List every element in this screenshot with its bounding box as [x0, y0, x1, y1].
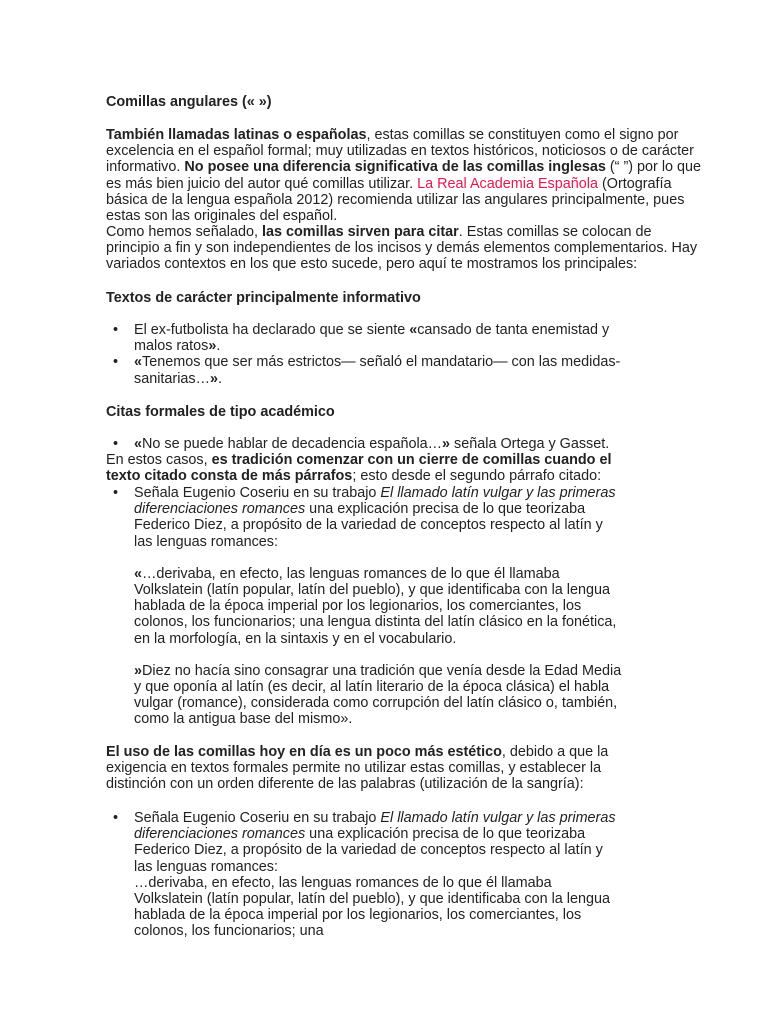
- open-quote: «: [134, 565, 143, 582]
- spacer: [134, 647, 624, 663]
- item-text: Señala Eugenio Coseriu en su trabajo: [134, 485, 381, 501]
- item-text: .: [216, 338, 221, 355]
- heading-academico: Citas formales de tipo académico: [106, 404, 335, 420]
- heading-comillas-angulares: Comillas angulares (« »): [106, 94, 272, 110]
- intro-text-3: (Ortografía básica de la lengua española 2012) recomienda utilizar las angulares principalmente, pues estas son las originales del español.: [106, 175, 685, 225]
- close-quote: »: [209, 370, 218, 387]
- quote-text: Diez no hacía sino consagrar una tradición que venía desde la Edad Media y que oponía al latín (es decir, al latín literario de la época clásica) el habla vulgar (romance), considerada como corrupción del latín clásico o, también, como la antigua base del mismo».: [134, 662, 622, 728]
- close-quote: »: [134, 662, 143, 679]
- close-quote: »: [208, 338, 217, 355]
- academico-note: [106, 452, 646, 484]
- heading-informativo: Textos de carácter principalmente informativo: [106, 290, 421, 306]
- intro2-text-1: Como hemos señalado,: [106, 224, 262, 240]
- quote-paragraph-1: [134, 566, 624, 647]
- academico-list: [106, 436, 706, 452]
- book-title: El llamado latín vulgar y las primeras diferenciaciones romances: [134, 810, 616, 843]
- coseriu-quote-2: …derivaba, en efecto, las lenguas romances de lo que él llamaba Volkslatein (latín popular, latín del pueblo), y que identificaba con la lengua hablada de la época imperial por los legionarios, los comerciantes, los colonos, los funcionarios; una: [134, 874, 611, 940]
- intro2-text-2: . Estas comillas se colocan de principio a fin y son independientes de los incisos y demás elementos complementarios. Hay variados contextos en los que esto sucede, pero aquí te mostramos los principales:: [106, 224, 698, 273]
- list-item: [106, 810, 624, 940]
- intro-paragraph: [106, 127, 706, 224]
- close-quote: »: [442, 436, 451, 452]
- item-text: cansado de tanta enemistad y malos ratos: [134, 322, 610, 355]
- list-item: [106, 354, 624, 386]
- item-text: señala Ortega y Gasset.: [450, 436, 610, 452]
- item-text: una explicación precisa de lo que teorizaba Federico Diez, a propósito de la variedad de conceptos respecto al latín y las lenguas romances:: [134, 501, 603, 550]
- rae-link[interactable]: La Real Academia Española: [417, 175, 598, 192]
- item-text: Tenemos que ser más estrictos— señaló el mandatario— con las medidas-sanitarias…: [134, 354, 621, 387]
- note-text: En estos casos,: [106, 452, 212, 468]
- coseriu-intro-2: [134, 810, 624, 875]
- open-quote: «: [409, 322, 418, 338]
- open-quote: «: [134, 436, 143, 452]
- item-text: No se puede hablar de decadencia española…: [142, 436, 443, 452]
- book-title: El llamado latín vulgar y las primeras diferenciaciones romances: [134, 485, 616, 518]
- coseriu-intro: [134, 485, 624, 550]
- list-item: [106, 485, 624, 728]
- intro-bold-1: También llamadas latinas o españolas: [106, 127, 367, 143]
- estetico-paragraph: [106, 744, 656, 793]
- item-text: El ex-futbolista ha declarado que se siente: [134, 322, 410, 338]
- coseriu-list-2: [106, 810, 706, 940]
- intro-text-1: , estas comillas se constituyen como el signo por excelencia en el español formal; muy utilizadas en textos históricos, noticiosos o de carácter informativo.: [106, 127, 694, 176]
- estetico-text: , debido a que la exigencia en textos formales permite no utilizar estas comillas, y establecer la distinción con un orden diferente de las palabras (utilización de la sangría):: [106, 744, 609, 793]
- open-quote: «: [134, 354, 143, 371]
- note-bold: es tradición comenzar con un cierre de comillas cuando el texto citado consta de más párrafos: [106, 452, 612, 485]
- list-item: [106, 322, 624, 354]
- item-text: .: [218, 370, 222, 387]
- informativo-list: [106, 322, 706, 387]
- note-text: ; esto desde el segundo párrafo citado:: [352, 468, 602, 485]
- estetico-bold: El uso de las comillas hoy en día es un poco más estético: [106, 744, 502, 760]
- intro2-paragraph: [106, 224, 706, 273]
- quote-paragraph-2: [134, 663, 624, 728]
- quote-text: …derivaba, en efecto, las lenguas romances de lo que él llamaba Volkslatein (latín popular, latín del pueblo), y que identificaba con la lengua hablada de la época imperial por los legionarios, los comerciantes, los colonos, los funcionarios; una lengua distinta del latín clásico en la fonética, en la morfología, en la sintaxis y en el vocabulario.: [134, 565, 617, 647]
- spacer: [134, 550, 624, 566]
- item-text: una explicación precisa de lo que teorizaba Federico Diez, a propósito de la variedad de conceptos respecto al latín y las lenguas romances:: [134, 826, 603, 875]
- item-text: Señala Eugenio Coseriu en su trabajo: [134, 810, 381, 826]
- list-item: [106, 436, 634, 452]
- coseriu-list: [106, 485, 706, 728]
- intro-text-2: (“ ”) por lo que es más bien juicio del autor qué comillas utilizar.: [106, 159, 702, 192]
- intro-bold-2: No posee una diferencia significativa de las comillas inglesas: [184, 159, 606, 176]
- intro2-bold-1: las comillas sirven para citar: [262, 224, 459, 240]
